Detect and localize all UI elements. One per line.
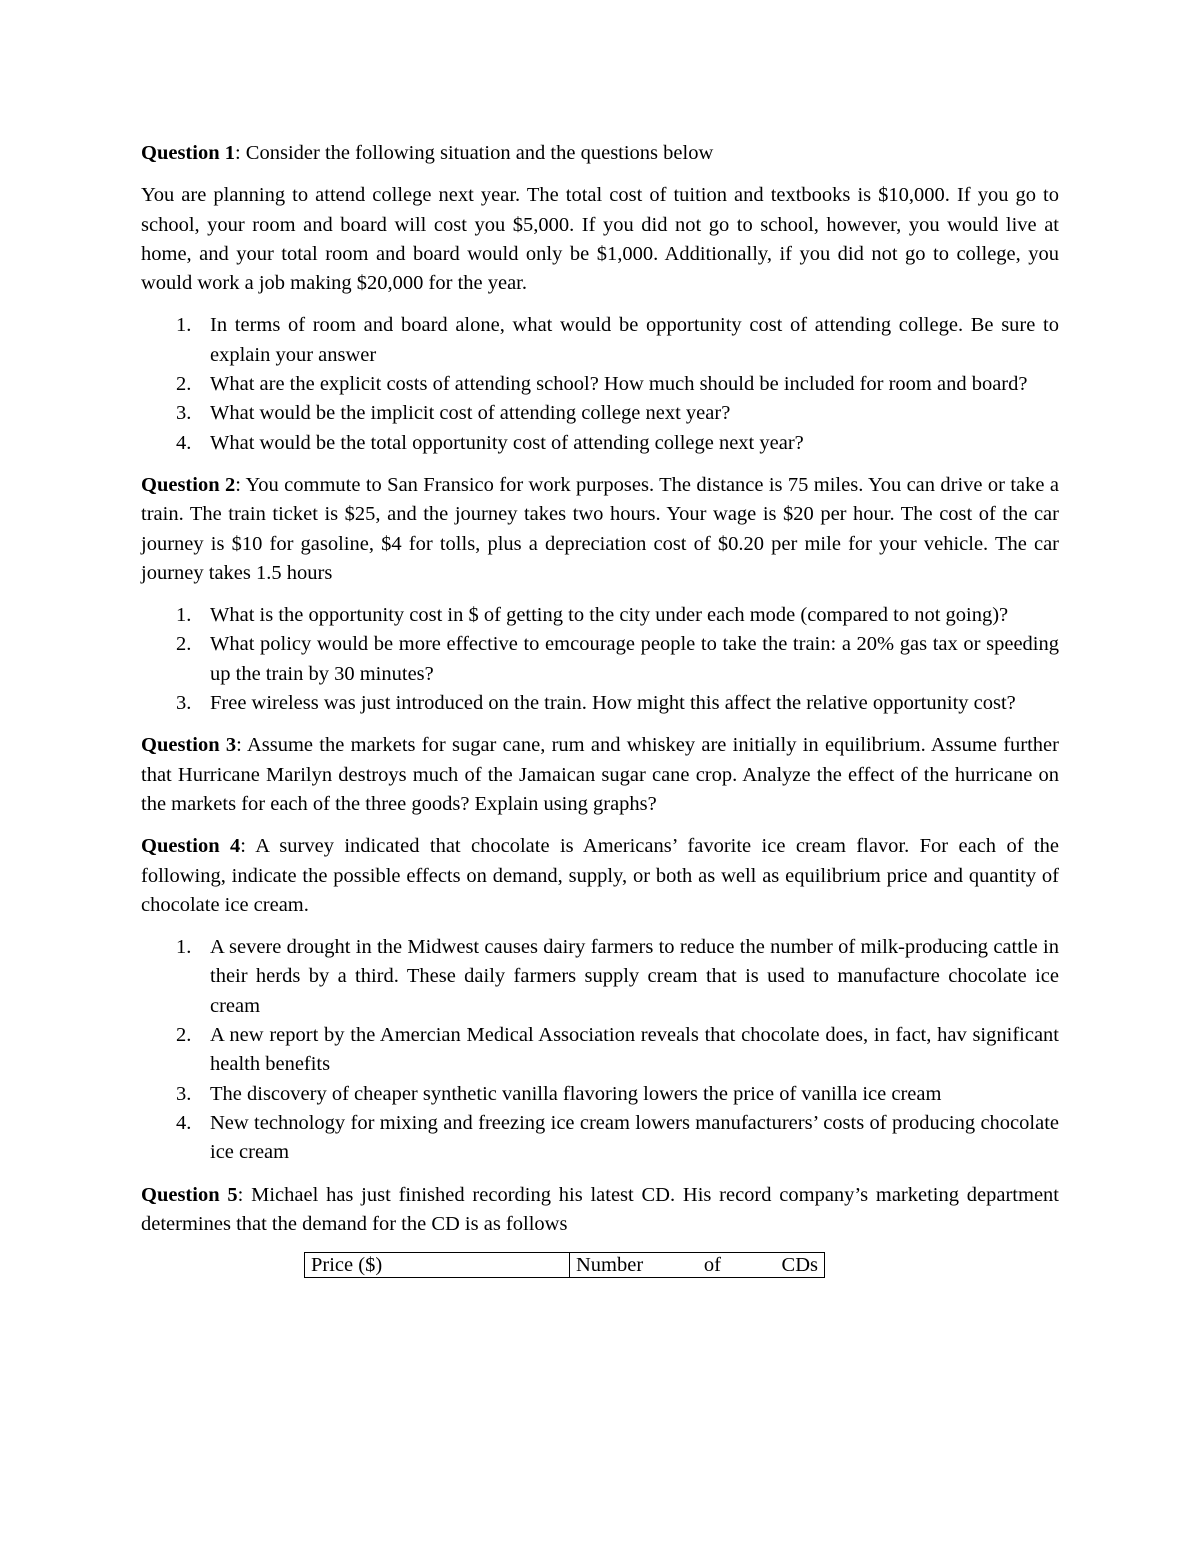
list-item [141,630,1059,689]
question-2-label: Question 2 [141,473,236,496]
question-2-text: : You commute to San Fransico for work purposes. The distance is 75 miles. You can drive or take a train. The train ticket is $25, and the journey takes two hours. Your wage is $20 per hour. The cost of the car journey is $10 for gasoline, $4 for tolls, plus a depreciation cost of $0.20 per mile for your vehicle. The car journey takes 1.5 hours [141,473,1059,584]
question-2-paragraph [141,471,1059,588]
list-item-text: A new report by the Amercian Medical Association reveals that chocolate does, in fact, hav significant health benefits [210,1024,1059,1076]
question-4-label: Question 4 [141,835,241,858]
list-number: 3. [176,692,192,715]
list-number: 1. [176,604,192,627]
question-3-label: Question 3 [141,734,237,757]
question-4-list [141,933,1059,1167]
list-number: 1. [176,314,192,337]
list-item [141,1080,1059,1109]
list-number: 2. [176,373,192,396]
question-2-list [141,601,1059,718]
table-header-price: Price ($) [305,1253,570,1278]
question-1-list [141,311,1059,457]
question-5-label: Question 5 [141,1183,238,1206]
list-item [141,311,1059,370]
list-item-text: What would be the implicit cost of attending college next year? [210,402,731,425]
list-item-text: A severe drought in the Midwest causes dairy farmers to reduce the number of milk-producing cattle in their herds by a third. These daily farmers supply cream that is used to manufacture chocolate ice cream [210,936,1059,1017]
list-number: 2. [176,1024,192,1047]
list-item-text: The discovery of cheaper synthetic vanilla flavoring lowers the price of vanilla ice cream [210,1082,942,1105]
list-item [141,933,1059,1021]
list-item [141,1021,1059,1080]
list-number: 1. [176,936,192,959]
list-number: 3. [176,1082,192,1105]
list-number: 2. [176,633,192,656]
question-3-paragraph [141,731,1059,819]
list-item [141,601,1059,630]
list-number: 4. [176,1111,192,1134]
question-1-intro: : Consider the following situation and the questions below [234,142,714,164]
demand-table [304,1252,825,1278]
table-header-number-of-cds: Number of CDs [570,1253,825,1278]
question-3-text: : Assume the markets for sugar cane, rum and whiskey are initially in equilibrium. Assume further that Hurricane Marilyn destroys much of the Jamaican sugar cane crop. Analyze the effect of the hurricane on the markets for each of the three goods? Explain using graphs? [141,734,1059,815]
question-5-text: : Michael has just finished recording his latest CD. His record company’s marketing department determines that the demand for the CD is as follows [141,1183,1059,1235]
document-page [141,139,1059,1278]
list-item-text: Free wireless was just introduced on the train. How might this affect the relative opportunity cost? [210,692,1016,715]
list-number: 3. [176,402,192,425]
table-header-row [305,1253,825,1278]
question-1-heading [141,139,1059,168]
list-item [141,1109,1059,1168]
list-item-text: What are the explicit costs of attending school? How much should be included for room and board? [210,373,1028,396]
question-5-paragraph [141,1181,1059,1240]
list-item [141,399,1059,428]
demand-table-wrapper [304,1252,1059,1278]
question-4-paragraph [141,832,1059,920]
list-item-text: New technology for mixing and freezing ice cream lowers manufacturers’ costs of producing chocolate ice cream [210,1111,1059,1164]
list-item [141,370,1059,399]
question-4-text: : A survey indicated that chocolate is Americans’ favorite ice cream flavor. For each of the following, indicate the possible effects on demand, supply, or both as well as equilibrium price and quantity of chocolate ice cream. [141,835,1059,916]
list-item-text: What policy would be more effective to emcourage people to take the train: a 20% gas tax or speeding up the train by 30 minutes? [210,633,1059,685]
list-item [141,689,1059,718]
list-item [141,429,1059,458]
list-item-text: What is the opportunity cost in $ of getting to the city under each mode (compared to not going)? [210,604,1009,627]
list-item-text: In terms of room and board alone, what would be opportunity cost of attending college. Be sure to explain your answer [210,314,1059,366]
list-number: 4. [176,431,192,454]
question-1-paragraph: You are planning to attend college next year. The total cost of tuition and textbooks is $10,000. If you go to school, your room and board will cost you $5,000. If you did not go to school, however, you would live at home, and your total room and board would only be $1,000. Additionally, if you did not go to college, you would work a job making $20,000 for the year. [141,184,1059,295]
question-1-label: Question 1 [141,142,235,164]
list-item-text: What would be the total opportunity cost of attending college next year? [210,431,804,454]
